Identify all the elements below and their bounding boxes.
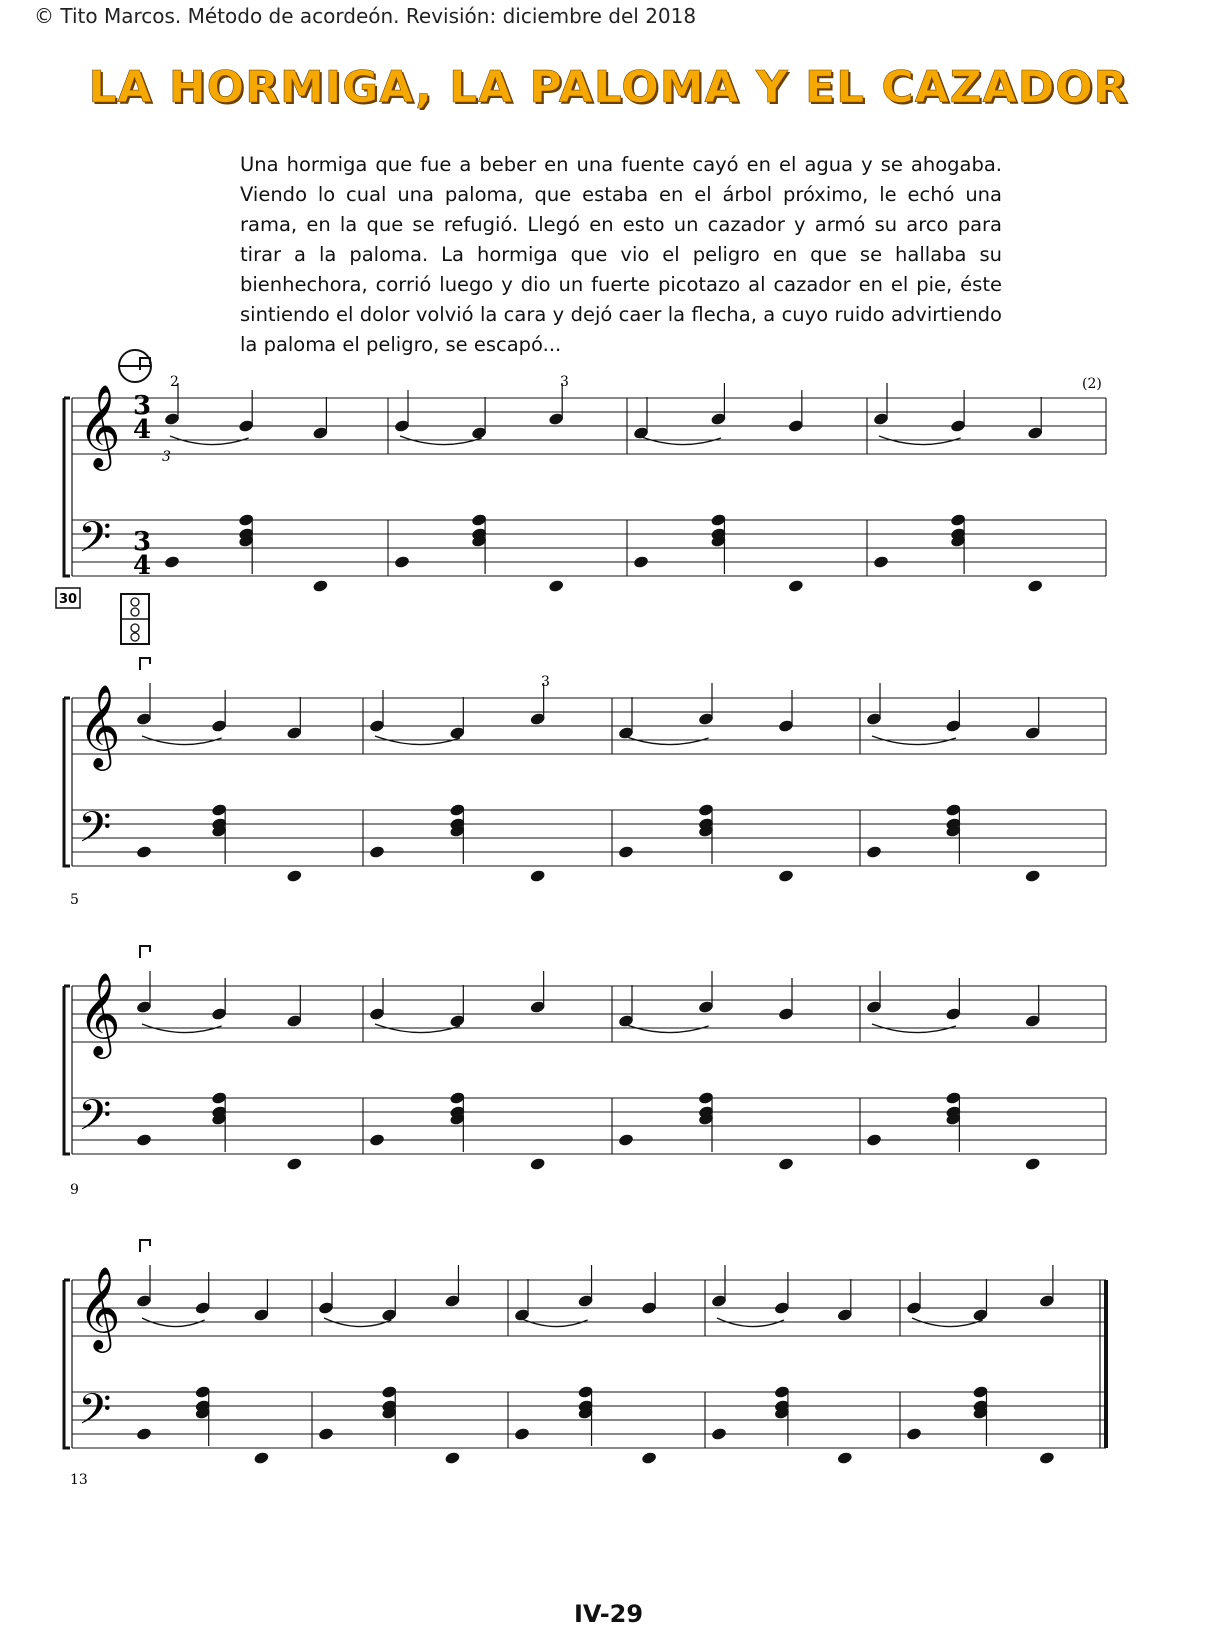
system-bracket <box>64 398 70 576</box>
bellows-change-icon <box>140 358 150 370</box>
note-head <box>286 869 303 883</box>
register-label: 30 <box>59 592 78 607</box>
note-head <box>778 1157 795 1171</box>
treble-clef-icon: 𝄞 <box>78 683 121 767</box>
note-head <box>906 1427 923 1441</box>
note-head <box>444 1451 461 1465</box>
register-switch-icon <box>121 594 149 644</box>
note-head <box>529 869 546 883</box>
end-mark: (2) <box>1082 376 1102 392</box>
note-head <box>1024 1157 1041 1171</box>
note-head <box>514 1427 531 1441</box>
note-head <box>1024 869 1041 883</box>
measure-number: 5 <box>70 892 79 908</box>
bass-time-sig-denominator: 4 <box>133 551 152 581</box>
time-sig-numerator: 3 <box>133 391 152 421</box>
note-head <box>1039 1451 1056 1465</box>
system-bracket <box>64 986 70 1154</box>
note-head <box>136 1427 153 1441</box>
note-head <box>641 1451 658 1465</box>
note-head <box>136 1133 153 1147</box>
bass-clef-icon: 𝄢 <box>78 1091 112 1151</box>
note-head <box>369 1133 386 1147</box>
bellows-change-icon <box>140 658 150 670</box>
note-head <box>778 869 795 883</box>
fingering-number: 2 <box>170 374 179 390</box>
bass-clef-icon: 𝄢 <box>78 1385 112 1445</box>
note-head <box>286 1157 303 1171</box>
note-head <box>318 1427 335 1441</box>
story-text: Una hormiga que fue a beber en una fuente cayó en el agua y se ahogaba. Viendo lo cual una paloma, que estaba en el árbol próximo, le echó una rama, en la que se refugió. Llegó en esto un cazador y armó su arco para tirar a la paloma. La hormiga que vio el peligro en que se hallaba su bienhechora, corrió luego y dio un fuerte picotazo al cazador en el pie, éste sintiendo el dolor volvió la cara y dejó caer la flecha, a cuyo ruido advirtiendo la paloma el peligro, se escapó... <box>240 153 1002 356</box>
song-title: LA HORMIGA, LA PALOMA Y EL CAZADOR <box>88 62 1129 113</box>
bellows-register-icon <box>119 350 151 382</box>
treble-clef-icon: 𝄞 <box>78 383 121 467</box>
note-head <box>369 845 386 859</box>
treble-clef-icon: 𝄞 <box>78 1265 121 1349</box>
note-head <box>866 845 883 859</box>
note-head <box>618 1133 635 1147</box>
page-number: IV-29 <box>573 1600 644 1628</box>
treble-clef-icon: 𝄞 <box>78 971 121 1055</box>
bass-clef-icon: 𝄢 <box>78 803 112 863</box>
note-head <box>136 845 153 859</box>
copyright-notice: © Tito Marcos. Método de acordeón. Revisión: diciembre del 2018 <box>34 4 697 28</box>
time-sig-denominator: 4 <box>133 415 152 445</box>
bass-time-sig-numerator: 3 <box>133 527 152 557</box>
bellows-change-icon <box>140 946 150 958</box>
bass-clef-icon: 𝄢 <box>78 513 112 573</box>
fingering-number: 3 <box>560 374 569 390</box>
fingering-number: 3 <box>541 674 550 690</box>
system-bracket <box>64 698 70 866</box>
note-head <box>1027 579 1044 593</box>
note-head <box>618 845 635 859</box>
measure-number: 9 <box>70 1182 79 1198</box>
note-head <box>312 579 329 593</box>
note-head <box>394 555 411 569</box>
note-head <box>548 579 565 593</box>
note-head <box>866 1133 883 1147</box>
note-head <box>164 555 181 569</box>
note-head <box>633 555 650 569</box>
note-head <box>253 1451 270 1465</box>
system-bracket <box>64 1280 70 1448</box>
note-head <box>788 579 805 593</box>
note-head <box>529 1157 546 1171</box>
note-head <box>711 1427 728 1441</box>
bellows-change-icon <box>140 1240 150 1252</box>
triplet-marker: 3 <box>162 449 171 465</box>
measure-number: 13 <box>70 1472 88 1488</box>
note-head <box>837 1451 854 1465</box>
note-head <box>873 555 890 569</box>
